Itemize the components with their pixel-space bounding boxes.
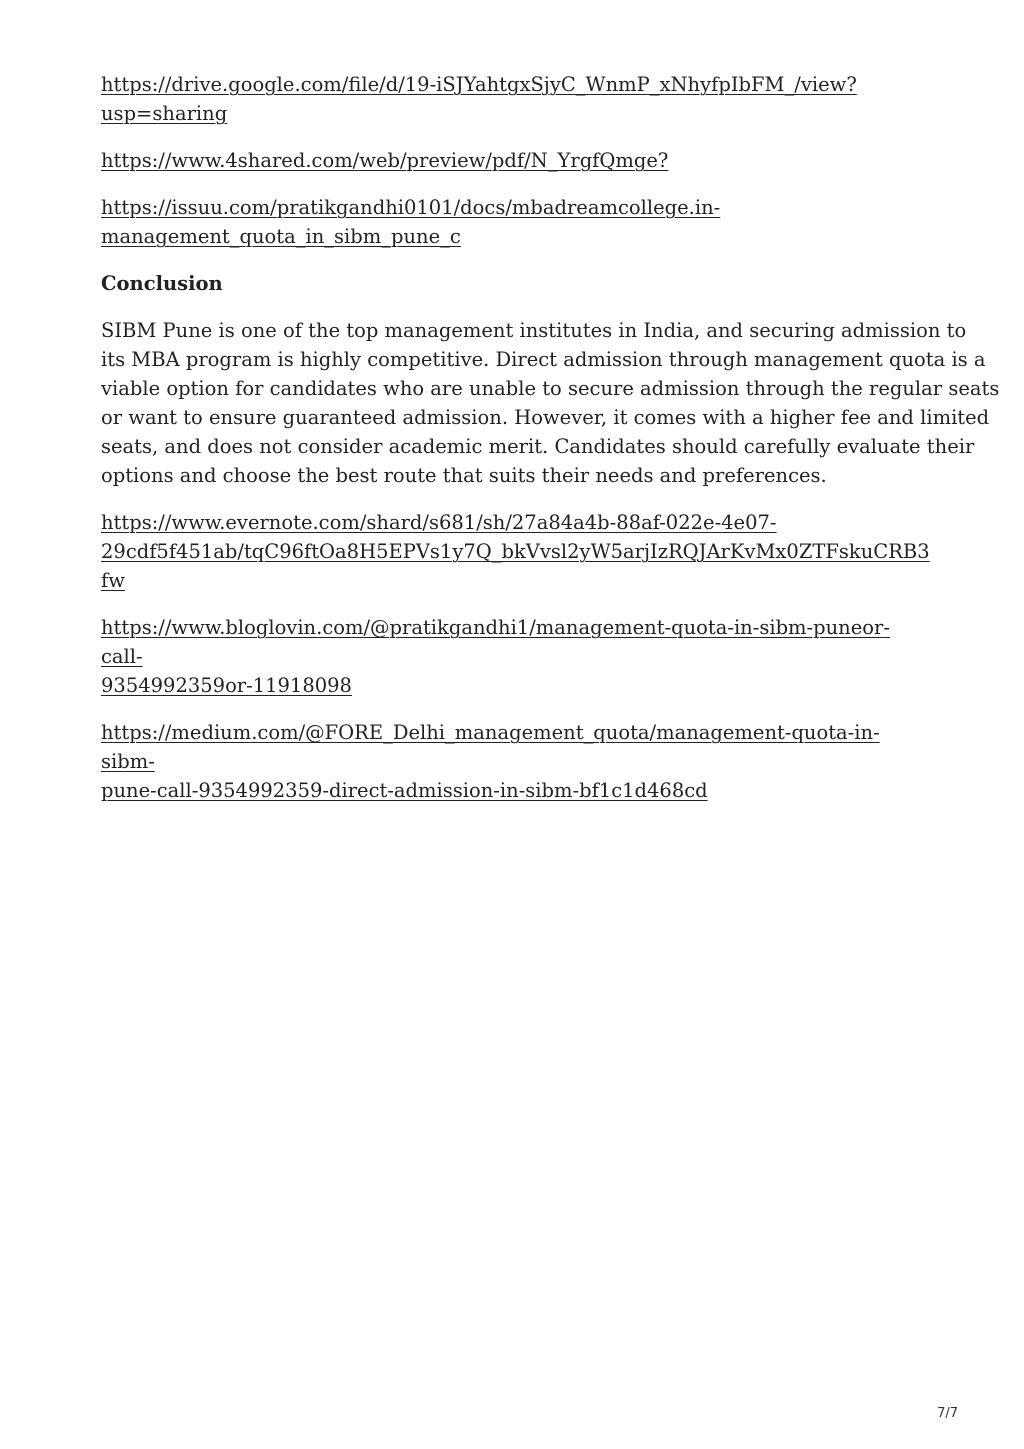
link-4shared[interactable] bbox=[101, 146, 931, 175]
conclusion-heading: Conclusion bbox=[101, 272, 223, 295]
link-line: 29cdf5f451ab/tqC96ftOa8H5EPVs1y7Q_bkVvsl2yW5arjIzRQJArKvMx0ZTFskuCRB3fw bbox=[101, 540, 930, 592]
link-evernote[interactable] bbox=[101, 508, 931, 595]
link-line: 9354992359or-11918098 bbox=[101, 674, 352, 697]
link-paragraph-drive bbox=[101, 70, 931, 128]
link-line: https://www.evernote.com/shard/s681/sh/27a84a4b-88af-022e-4e07- bbox=[101, 511, 777, 534]
conclusion-line: options and choose the best route that suits their needs and preferences. bbox=[101, 464, 827, 487]
link-medium[interactable] bbox=[101, 718, 931, 805]
link-line: https://www.bloglovin.com/@pratikgandhi1/management-quota-in-sibm-puneor-call- bbox=[101, 616, 890, 668]
conclusion-paragraph bbox=[101, 316, 1000, 490]
document-page bbox=[101, 70, 1000, 823]
conclusion-line: or want to ensure guaranteed admission. However, it comes with a higher fee and limited bbox=[101, 406, 990, 429]
link-paragraph-medium bbox=[101, 718, 931, 805]
link-paragraph-4shared bbox=[101, 146, 931, 175]
link-line: https://medium.com/@FORE_Delhi_management_quota/management-quota-in-sibm- bbox=[101, 721, 880, 773]
link-issuu[interactable] bbox=[101, 193, 931, 251]
page-number: 7/7 bbox=[937, 1406, 958, 1421]
conclusion-line: seats, and does not consider academic merit. Candidates should carefully evaluate their bbox=[101, 435, 975, 458]
link-paragraph-bloglovin bbox=[101, 613, 931, 700]
conclusion-line: viable option for candidates who are unable to secure admission through the regular seats bbox=[101, 377, 1000, 400]
link-line: management_quota_in_sibm_pune_c bbox=[101, 225, 461, 248]
link-line: https://www.4shared.com/web/preview/pdf/N_YrgfQmge? bbox=[101, 149, 669, 172]
link-google-drive[interactable] bbox=[101, 70, 931, 128]
link-line: https://drive.google.com/file/d/19-iSJYahtgxSjyC_WnmP_xNhyfpIbFM_/view? bbox=[101, 73, 857, 96]
conclusion-line: its MBA program is highly competitive. Direct admission through management quota is a bbox=[101, 348, 986, 371]
conclusion-line: SIBM Pune is one of the top management institutes in India, and securing admission to bbox=[101, 319, 967, 342]
link-line: usp=sharing bbox=[101, 102, 228, 125]
link-paragraph-issuu bbox=[101, 193, 931, 251]
link-line: https://issuu.com/pratikgandhi0101/docs/mbadreamcollege.in- bbox=[101, 196, 721, 219]
link-bloglovin[interactable] bbox=[101, 613, 931, 700]
link-paragraph-evernote bbox=[101, 508, 931, 595]
link-line: pune-call-9354992359-direct-admission-in-sibm-bf1c1d468cd bbox=[101, 779, 708, 802]
